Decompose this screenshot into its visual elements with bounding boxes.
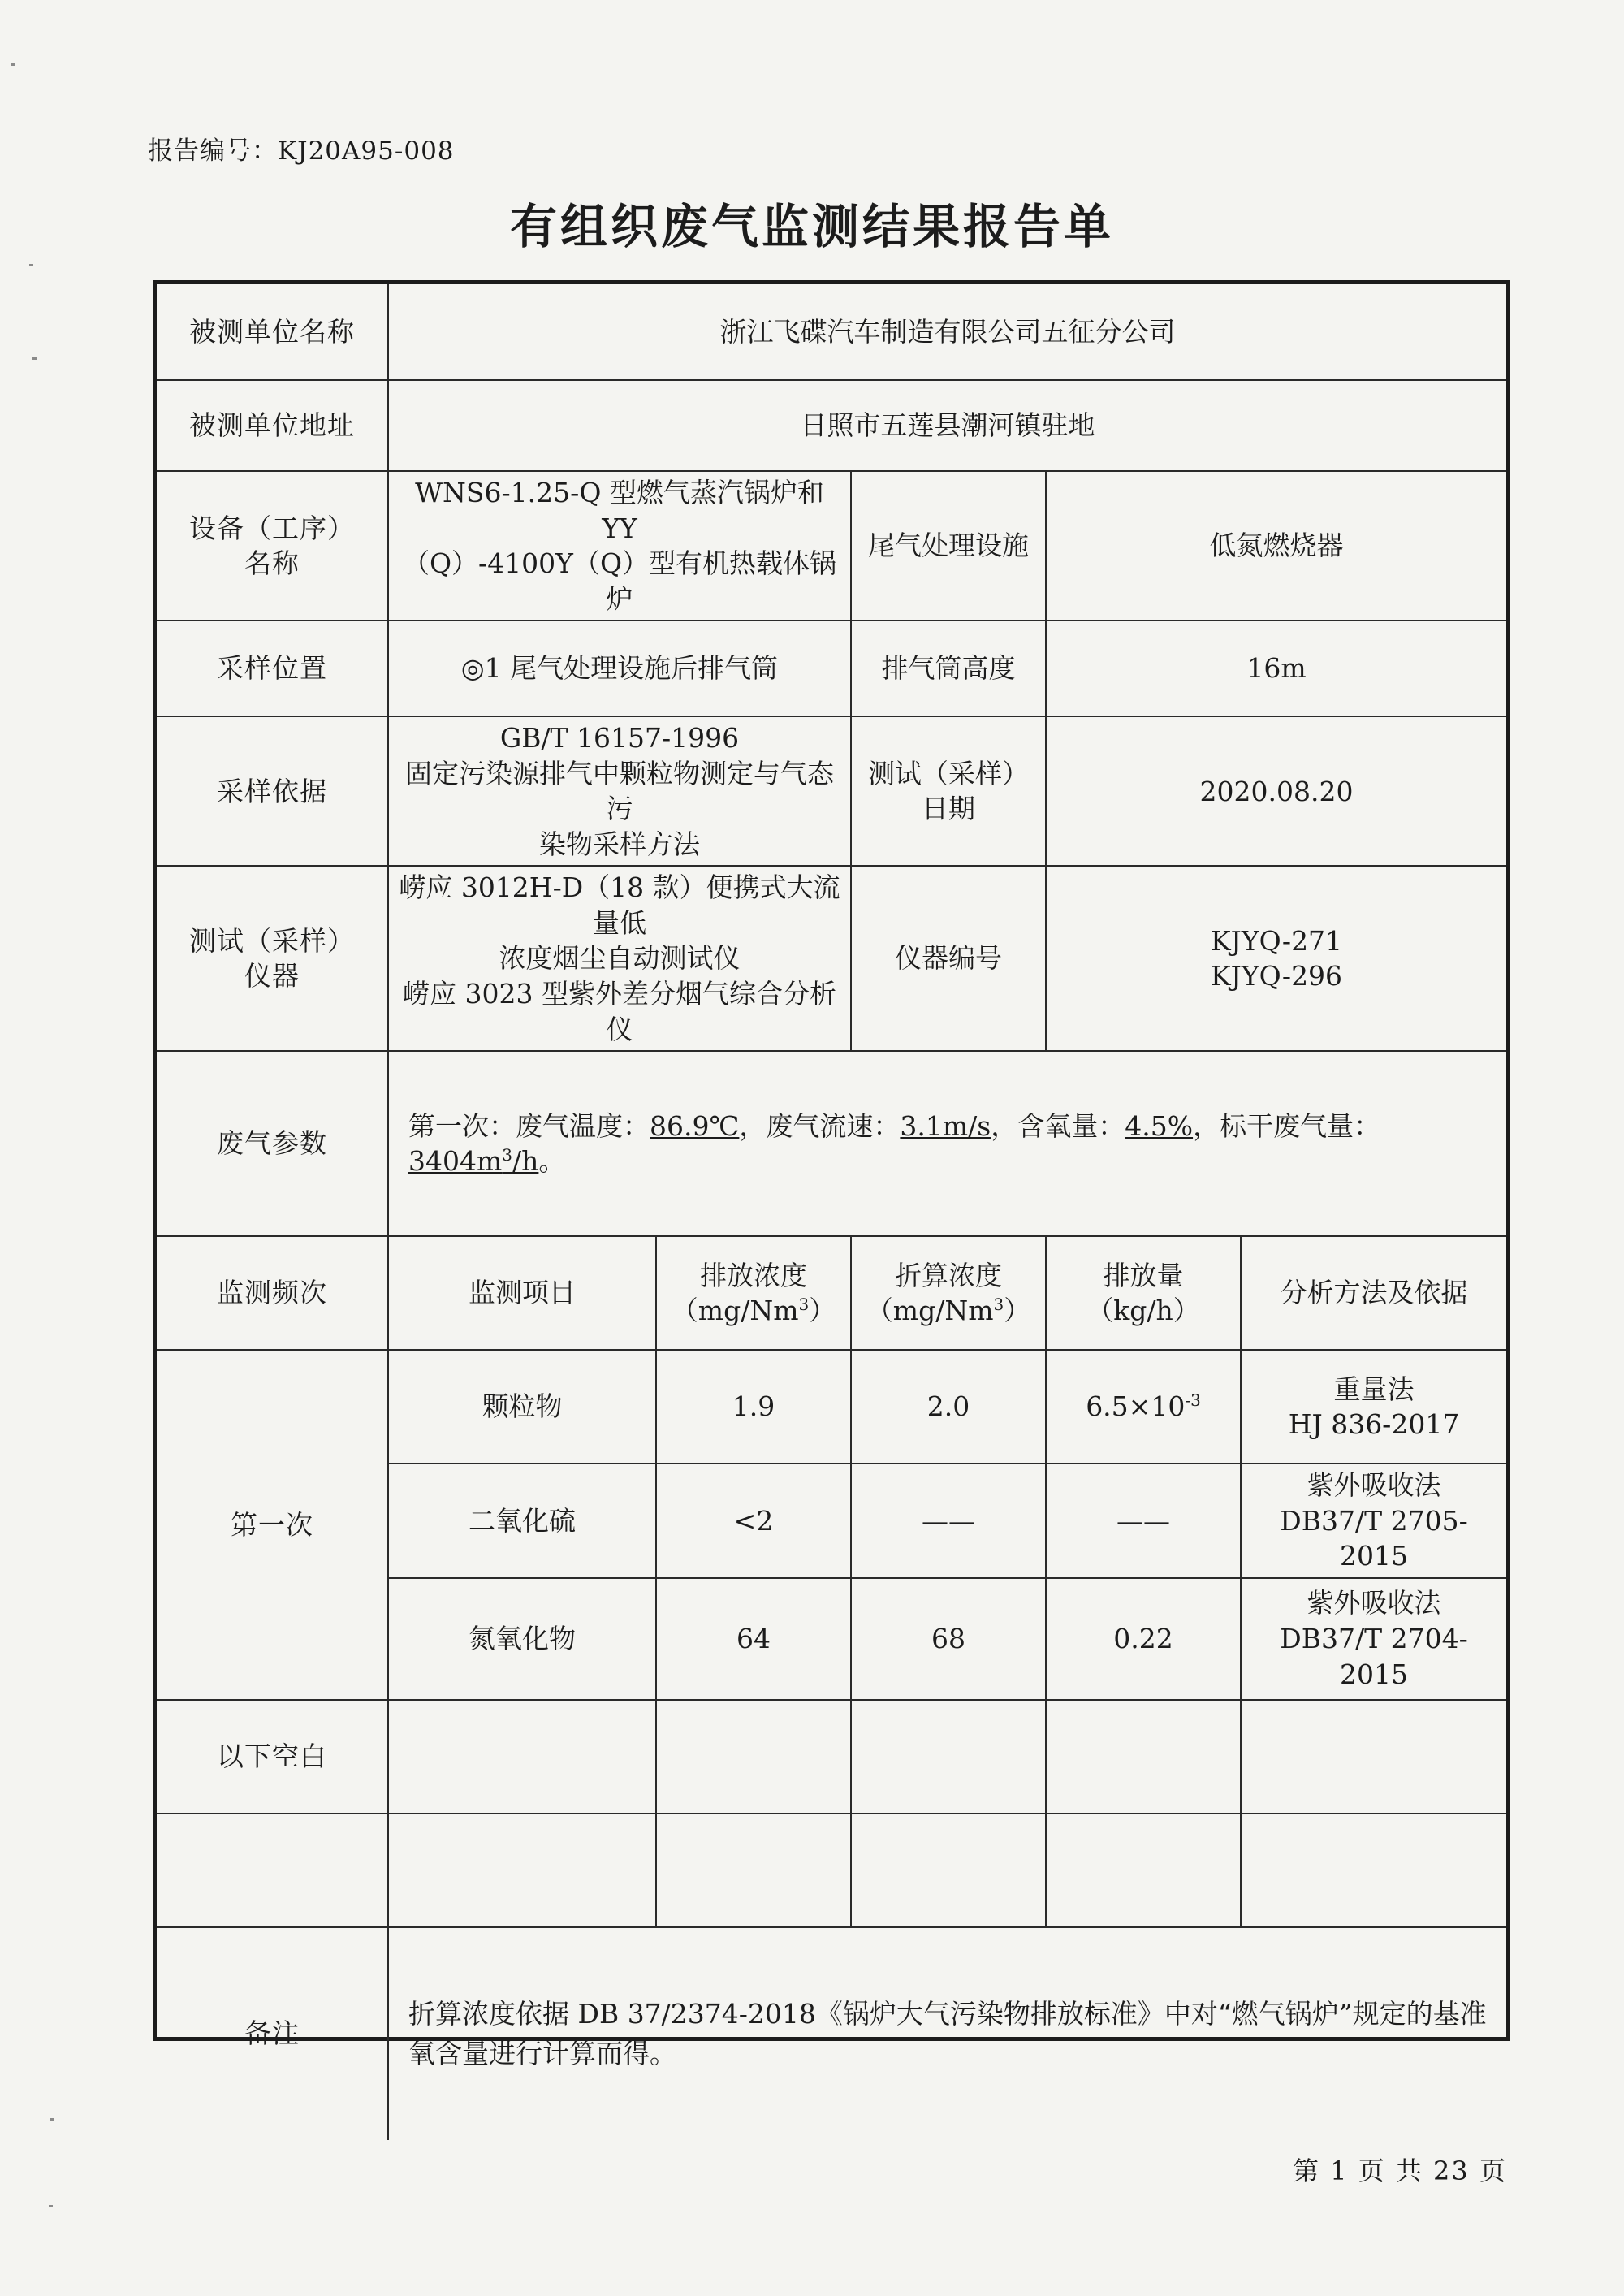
row-result-headers xyxy=(157,1236,1506,1350)
method-particulate-line2: HJ 836-2017 xyxy=(1288,1408,1460,1441)
header-rate-line1: 排放量 xyxy=(1103,1259,1184,1291)
header-frequency: 监测频次 xyxy=(157,1236,388,1350)
conc-so2: <2 xyxy=(656,1464,851,1578)
row-unit-name xyxy=(157,284,1506,380)
rate-so2: —— xyxy=(1046,1464,1241,1578)
header-conc-line2 xyxy=(665,1293,842,1329)
item-nox: 氮氧化物 xyxy=(388,1578,656,1700)
basis-line2: 固定污染源排气中颗粒物测定与气态污 xyxy=(405,757,834,825)
row-equipment xyxy=(157,471,1506,620)
blank-cell xyxy=(1241,1700,1506,1814)
item-particulate: 颗粒物 xyxy=(388,1350,656,1464)
scan-speck xyxy=(11,63,15,66)
item-so2: 二氧化硫 xyxy=(388,1464,656,1578)
page-footer: 第 1 页 共 23 页 xyxy=(1293,2155,1507,2186)
blank-cell xyxy=(656,1700,851,1814)
instrument-number-2: KJYQ-296 xyxy=(1210,960,1343,992)
header-conv-line1: 折算浓度 xyxy=(895,1259,1002,1291)
params-end: 。 xyxy=(538,1145,566,1178)
treatment-value: 低氮燃烧器 xyxy=(1046,471,1506,620)
sampling-position-value: ◎1 尾气处理设施后排气筒 xyxy=(388,620,851,716)
blank-cell xyxy=(157,1814,388,1927)
instrument-line1: 崂应 3012H-D（18 款）便携式大流量低 xyxy=(399,871,840,939)
header-conc-unit: （mg/Nm xyxy=(671,1295,799,1327)
header-converted-concentration xyxy=(851,1236,1046,1350)
row-remark xyxy=(157,1927,1506,2140)
scan-speck xyxy=(49,2205,53,2207)
test-date-value: 2020.08.20 xyxy=(1046,716,1506,866)
instrument-label-line2: 仪器 xyxy=(244,960,300,992)
conc-particulate: 1.9 xyxy=(656,1350,851,1464)
blank-cell xyxy=(1241,1814,1506,1927)
test-date-label-line2: 日期 xyxy=(922,793,975,825)
scan-speck xyxy=(29,264,33,266)
sampling-basis-value xyxy=(388,716,851,866)
blank-cell xyxy=(851,1700,1046,1814)
blank-cell xyxy=(388,1814,656,1927)
unit-address-value: 日照市五莲县潮河镇驻地 xyxy=(388,380,1506,471)
row-sampling-position xyxy=(157,620,1506,716)
row-unit-address xyxy=(157,380,1506,471)
instrument-label xyxy=(157,866,388,1051)
report-number: 报告编号：KJ20A95-008 xyxy=(148,136,455,166)
conv-particulate: 2.0 xyxy=(851,1350,1046,1464)
unit-name-label: 被测单位名称 xyxy=(157,284,388,380)
blank-cell xyxy=(1046,1700,1241,1814)
sampling-basis-label: 采样依据 xyxy=(157,716,388,866)
header-item: 监测项目 xyxy=(388,1236,656,1350)
dry-flow-value: 3404m xyxy=(408,1145,503,1178)
blank-cell xyxy=(656,1814,851,1927)
header-method: 分析方法及依据 xyxy=(1241,1236,1506,1350)
rate-particulate-exp: -3 xyxy=(1185,1390,1201,1411)
blank-cell xyxy=(851,1814,1046,1927)
equipment-line2: （Q）-4100Y（Q）型有机热载体锅炉 xyxy=(402,547,837,615)
method-so2 xyxy=(1241,1464,1506,1578)
unit-name-value: 浙江飞碟汽车制造有限公司五征分公司 xyxy=(388,284,1506,380)
instrument-number-label: 仪器编号 xyxy=(851,866,1046,1051)
method-so2-line2: DB37/T 2705-2015 xyxy=(1280,1504,1468,1572)
test-date-label xyxy=(851,716,1046,866)
method-particulate xyxy=(1241,1350,1506,1464)
remark-label: 备注 xyxy=(157,1927,388,2140)
basis-line3: 染物采样方法 xyxy=(539,828,700,860)
treatment-label: 尾气处理设施 xyxy=(851,471,1046,620)
stack-height-value: 16m xyxy=(1046,620,1506,716)
method-nox-line2: DB37/T 2704-2015 xyxy=(1280,1622,1468,1690)
method-nox-line1: 紫外吸收法 xyxy=(1307,1587,1441,1619)
equipment-label-line1: 设备（工序） xyxy=(189,512,355,544)
conv-nox: 68 xyxy=(851,1578,1046,1700)
rate-particulate-base: 6.5×10 xyxy=(1086,1390,1186,1423)
row-blank-2 xyxy=(157,1814,1506,1927)
header-emission-concentration xyxy=(656,1236,851,1350)
conv-so2: —— xyxy=(851,1464,1046,1578)
params-prefix: 第一次：废气温度： xyxy=(408,1109,650,1142)
gas-flow-velocity: 3.1m/s xyxy=(900,1109,991,1142)
blank-cell xyxy=(388,1700,656,1814)
dry-flow-label: ，标干废气量： xyxy=(1193,1109,1381,1142)
header-conc-close: ） xyxy=(809,1295,836,1327)
basis-line1: GB/T 16157-1996 xyxy=(499,722,740,755)
dry-flow-unit: /h xyxy=(512,1145,539,1178)
header-rate-line2: （kg/h） xyxy=(1086,1295,1200,1327)
round-label: 第一次 xyxy=(157,1350,388,1700)
gas-parameters-value xyxy=(388,1051,1506,1236)
header-conv-line2 xyxy=(860,1293,1037,1329)
oxygen-label: ，含氧量： xyxy=(991,1109,1125,1142)
row-blank-1 xyxy=(157,1700,1506,1814)
equipment-label xyxy=(157,471,388,620)
remark-text: 折算浓度依据 DB 37/2374-2018《锅炉大气污染物排放标准》中对“燃气锅炉”规定的基准氧含量进行计算而得。 xyxy=(388,1927,1506,2140)
instrument-line2: 浓度烟尘自动测试仪 xyxy=(499,942,741,975)
instrument-line3: 崂应 3023 型紫外差分烟气综合分析仪 xyxy=(403,978,836,1045)
header-conc-sup: 3 xyxy=(798,1295,810,1315)
report-table-frame xyxy=(153,280,1510,2070)
result-row-particulate xyxy=(157,1350,1506,1464)
instrument-value xyxy=(388,866,851,1051)
header-conv-close: ） xyxy=(1004,1295,1031,1327)
dry-flow-sup: 3 xyxy=(502,1145,513,1165)
stack-height-label: 排气筒高度 xyxy=(851,620,1046,716)
row-instrument xyxy=(157,866,1506,1051)
page-title: 有组织废气监测结果报告单 xyxy=(509,199,1114,254)
blank-label: 以下空白 xyxy=(157,1700,388,1814)
row-sampling-basis xyxy=(157,716,1506,866)
flow-label: ，废气流速： xyxy=(739,1109,901,1142)
rate-nox: 0.22 xyxy=(1046,1578,1241,1700)
scan-speck xyxy=(50,2118,54,2121)
report-table xyxy=(157,284,1506,2140)
scan-speck xyxy=(32,357,37,360)
instrument-number-value xyxy=(1046,866,1506,1051)
instrument-label-line1: 测试（采样） xyxy=(189,924,355,957)
instrument-number-1: KJYQ-271 xyxy=(1210,924,1343,957)
method-so2-line1: 紫外吸收法 xyxy=(1307,1469,1441,1502)
gas-temperature: 86.9℃ xyxy=(650,1109,740,1142)
header-conv-sup: 3 xyxy=(993,1295,1004,1315)
method-nox xyxy=(1241,1578,1506,1700)
unit-address-label: 被测单位地址 xyxy=(157,380,388,471)
header-conc-line1: 排放浓度 xyxy=(700,1259,807,1291)
row-gas-parameters xyxy=(157,1051,1506,1236)
blank-cell xyxy=(1046,1814,1241,1927)
test-date-label-line1: 测试（采样） xyxy=(868,757,1029,789)
gas-parameters-label: 废气参数 xyxy=(157,1051,388,1236)
header-conv-unit: （mg/Nm xyxy=(866,1295,994,1327)
dry-gas-flow xyxy=(408,1145,538,1177)
rate-particulate xyxy=(1046,1350,1241,1464)
method-particulate-line1: 重量法 xyxy=(1333,1373,1415,1405)
header-emission-rate xyxy=(1046,1236,1241,1350)
oxygen-content: 4.5% xyxy=(1125,1109,1194,1142)
conc-nox: 64 xyxy=(656,1578,851,1700)
equipment-label-line2: 名称 xyxy=(244,547,300,580)
sampling-position-label: 采样位置 xyxy=(157,620,388,716)
equipment-line1: WNS6-1.25-Q 型燃气蒸汽锅炉和 YY xyxy=(415,477,824,544)
equipment-value xyxy=(388,471,851,620)
